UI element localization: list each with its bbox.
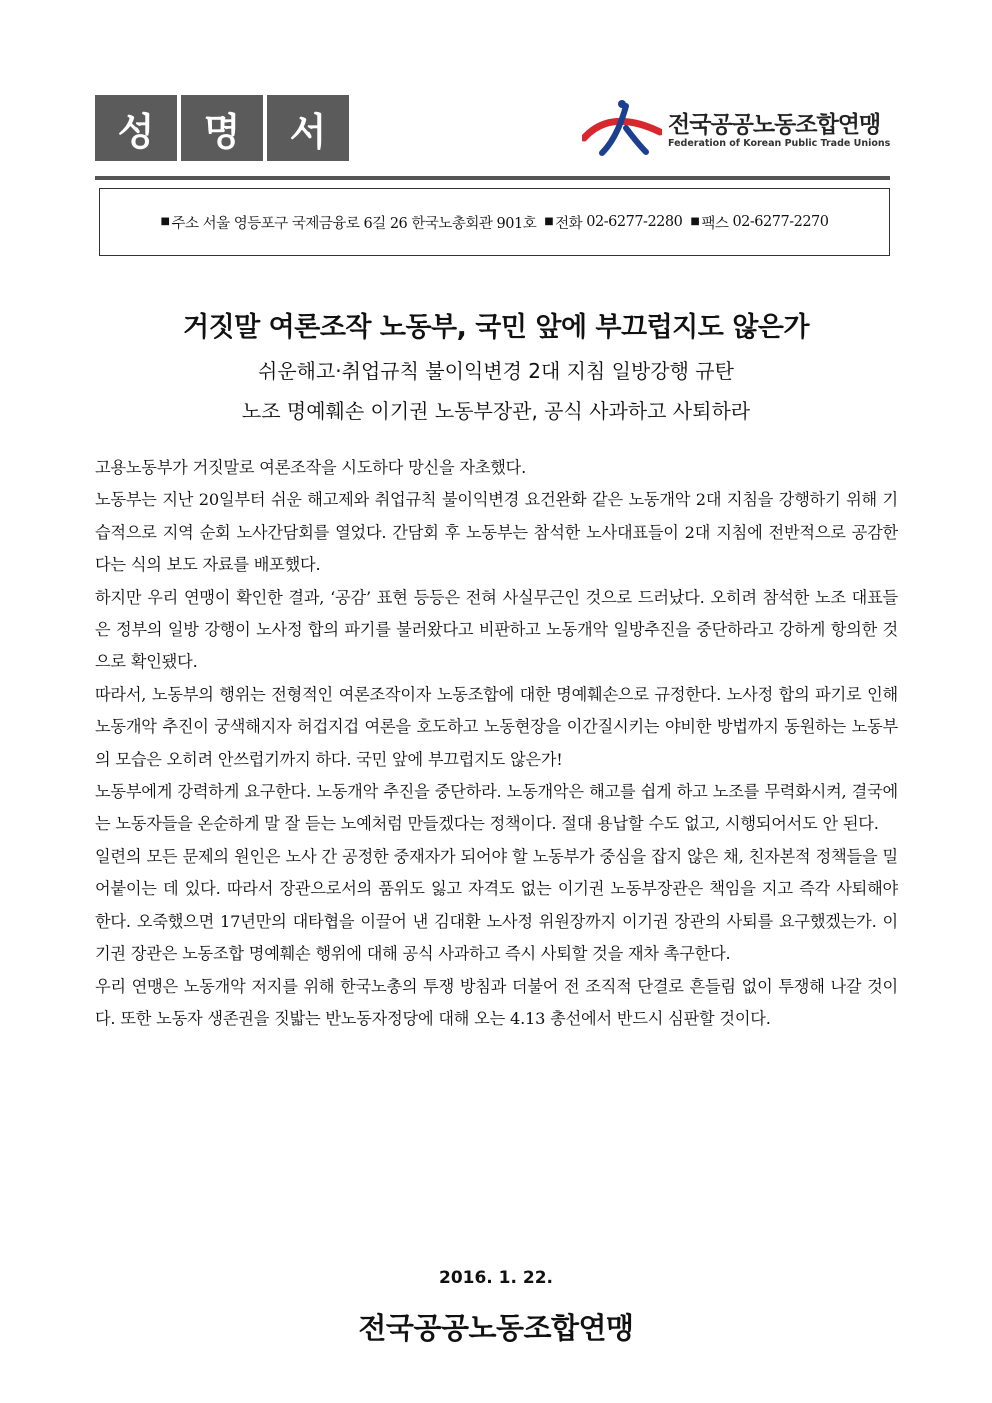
logo-name-korean: 전국공공노동조합연맹: [668, 112, 881, 138]
fax-number: 02-6277-2270: [732, 214, 829, 230]
contact-info-box: [99, 188, 890, 256]
bullet-square-icon: ■: [690, 215, 700, 227]
address-text: 서울 영등포구 국제금융로 6길 26 한국노총회관 901호: [202, 215, 537, 232]
title-char-2: 명: [181, 95, 263, 161]
statement-body: [95, 452, 898, 1035]
logo-name-english: Federation of Korean Public Trade Unions: [668, 138, 891, 149]
headline: 거짓말 여론조작 노동부, 국민 앞에 부끄럽지도 않은가: [183, 312, 809, 343]
phone-label: 전화: [555, 215, 583, 232]
paragraph: 하지만 우리 연맹이 확인한 결과, ‘공감’ 표현 등등은 전혀 사실무근인 것으로 드러났다. 오히려 참석한 노조 대표들은 정부의 일방 강행이 노사정 합의 파기를 불러왔다고 비판하고 노동개악 일방추진을 중단하라고 강하게 항의한 것으로 확인됐다.: [95, 587, 898, 672]
statement-date: 2016. 1. 22.: [438, 1268, 553, 1288]
title-block: [95, 95, 349, 161]
phone-number: 02-6277-2280: [586, 214, 683, 230]
paragraph: 따라서, 노동부의 행위는 전형적인 여론조작이자 노동조합에 대한 명예훼손으로 규정한다. 노사정 합의 파기로 인해 노동개악 추진이 궁색해지자 허겁지겁 여론을 호도하고 노동현장을 이간질시키는 야비한 방법까지 동원하는 노동부의 모습은 오히려 안쓰럽기까지 하다. 국민 앞에 부끄럽지도 않은가!: [95, 684, 898, 769]
address-label: 주소: [171, 215, 199, 232]
paragraph: 노동부는 지난 20일부터 쉬운 해고제와 취업규칙 불이익변경 요건완화 같은 노동개악 2대 지침을 강행하기 위해 기습적으로 지역 순회 노사간담회를 열었다. 간담회 후 노동부는 참석한 노사대표들이 2대 지침에 전반적으로 공감한다는 식의 보도 자료를 배포했다.: [95, 490, 898, 575]
bullet-square-icon: ■: [160, 215, 170, 227]
federation-emblem-icon: [582, 98, 662, 160]
title-char-1: 성: [95, 95, 177, 161]
header-divider: [95, 176, 890, 180]
title-char-3: 서: [267, 95, 349, 161]
paragraph: 노동부에게 강력하게 요구한다. 노동개악 추진을 중단하라. 노동개악은 해고를 쉽게 하고 노조를 무력화시켜, 결국에는 노동자들을 온순하게 말 잘 듣는 노예처럼 만들겠다는 정책이다. 절대 용납할 수도 없고, 시행되어서도 안 된다.: [95, 782, 898, 834]
federation-logo: [582, 98, 892, 160]
fax-label: 팩스: [701, 215, 729, 232]
subheadline-1: 쉬운해고·취업규칙 불이익변경 2대 지침 일방강행 규탄: [258, 359, 734, 383]
bullet-square-icon: ■: [544, 215, 554, 227]
subheadline-2: 노조 명예훼손 이기권 노동부장관, 공식 사과하고 사퇴하라: [241, 399, 751, 423]
paragraph: 우리 연맹은 노동개악 저지를 위해 한국노총의 투쟁 방침과 더불어 전 조직적 단결로 흔들림 없이 투쟁해 나갈 것이다. 또한 노동자 생존권을 짓밟는 반노동자정당에 대해 오는 4.13 총선에서 반드시 심판할 것이다.: [95, 976, 898, 1028]
paragraph: 일련의 모든 문제의 원인은 노사 간 공정한 중재자가 되어야 할 노동부가 중심을 잡지 않은 채, 친자본적 정책들을 밀어붙이는 데 있다. 따라서 장관으로서의 품위도 잃고 자격도 없는 이기권 노동부장관은 책임을 지고 즉각 사퇴해야 한다. 오죽했으면 17년만의 대타협을 이끌어 낸 김대환 노사정 위원장까지 이기권 장관의 사퇴를 요구했겠는가. 이기권 장관은 노동조합 명예훼손 행위에 대해 공식 사과하고 즉시 사퇴할 것을 재차 촉구한다.: [95, 846, 898, 964]
paragraph: 고용노동부가 거짓말로 여론조작을 시도하다 망신을 자초했다.: [95, 458, 527, 477]
issuing-organization: 전국공공노동조합연맹: [358, 1311, 634, 1345]
